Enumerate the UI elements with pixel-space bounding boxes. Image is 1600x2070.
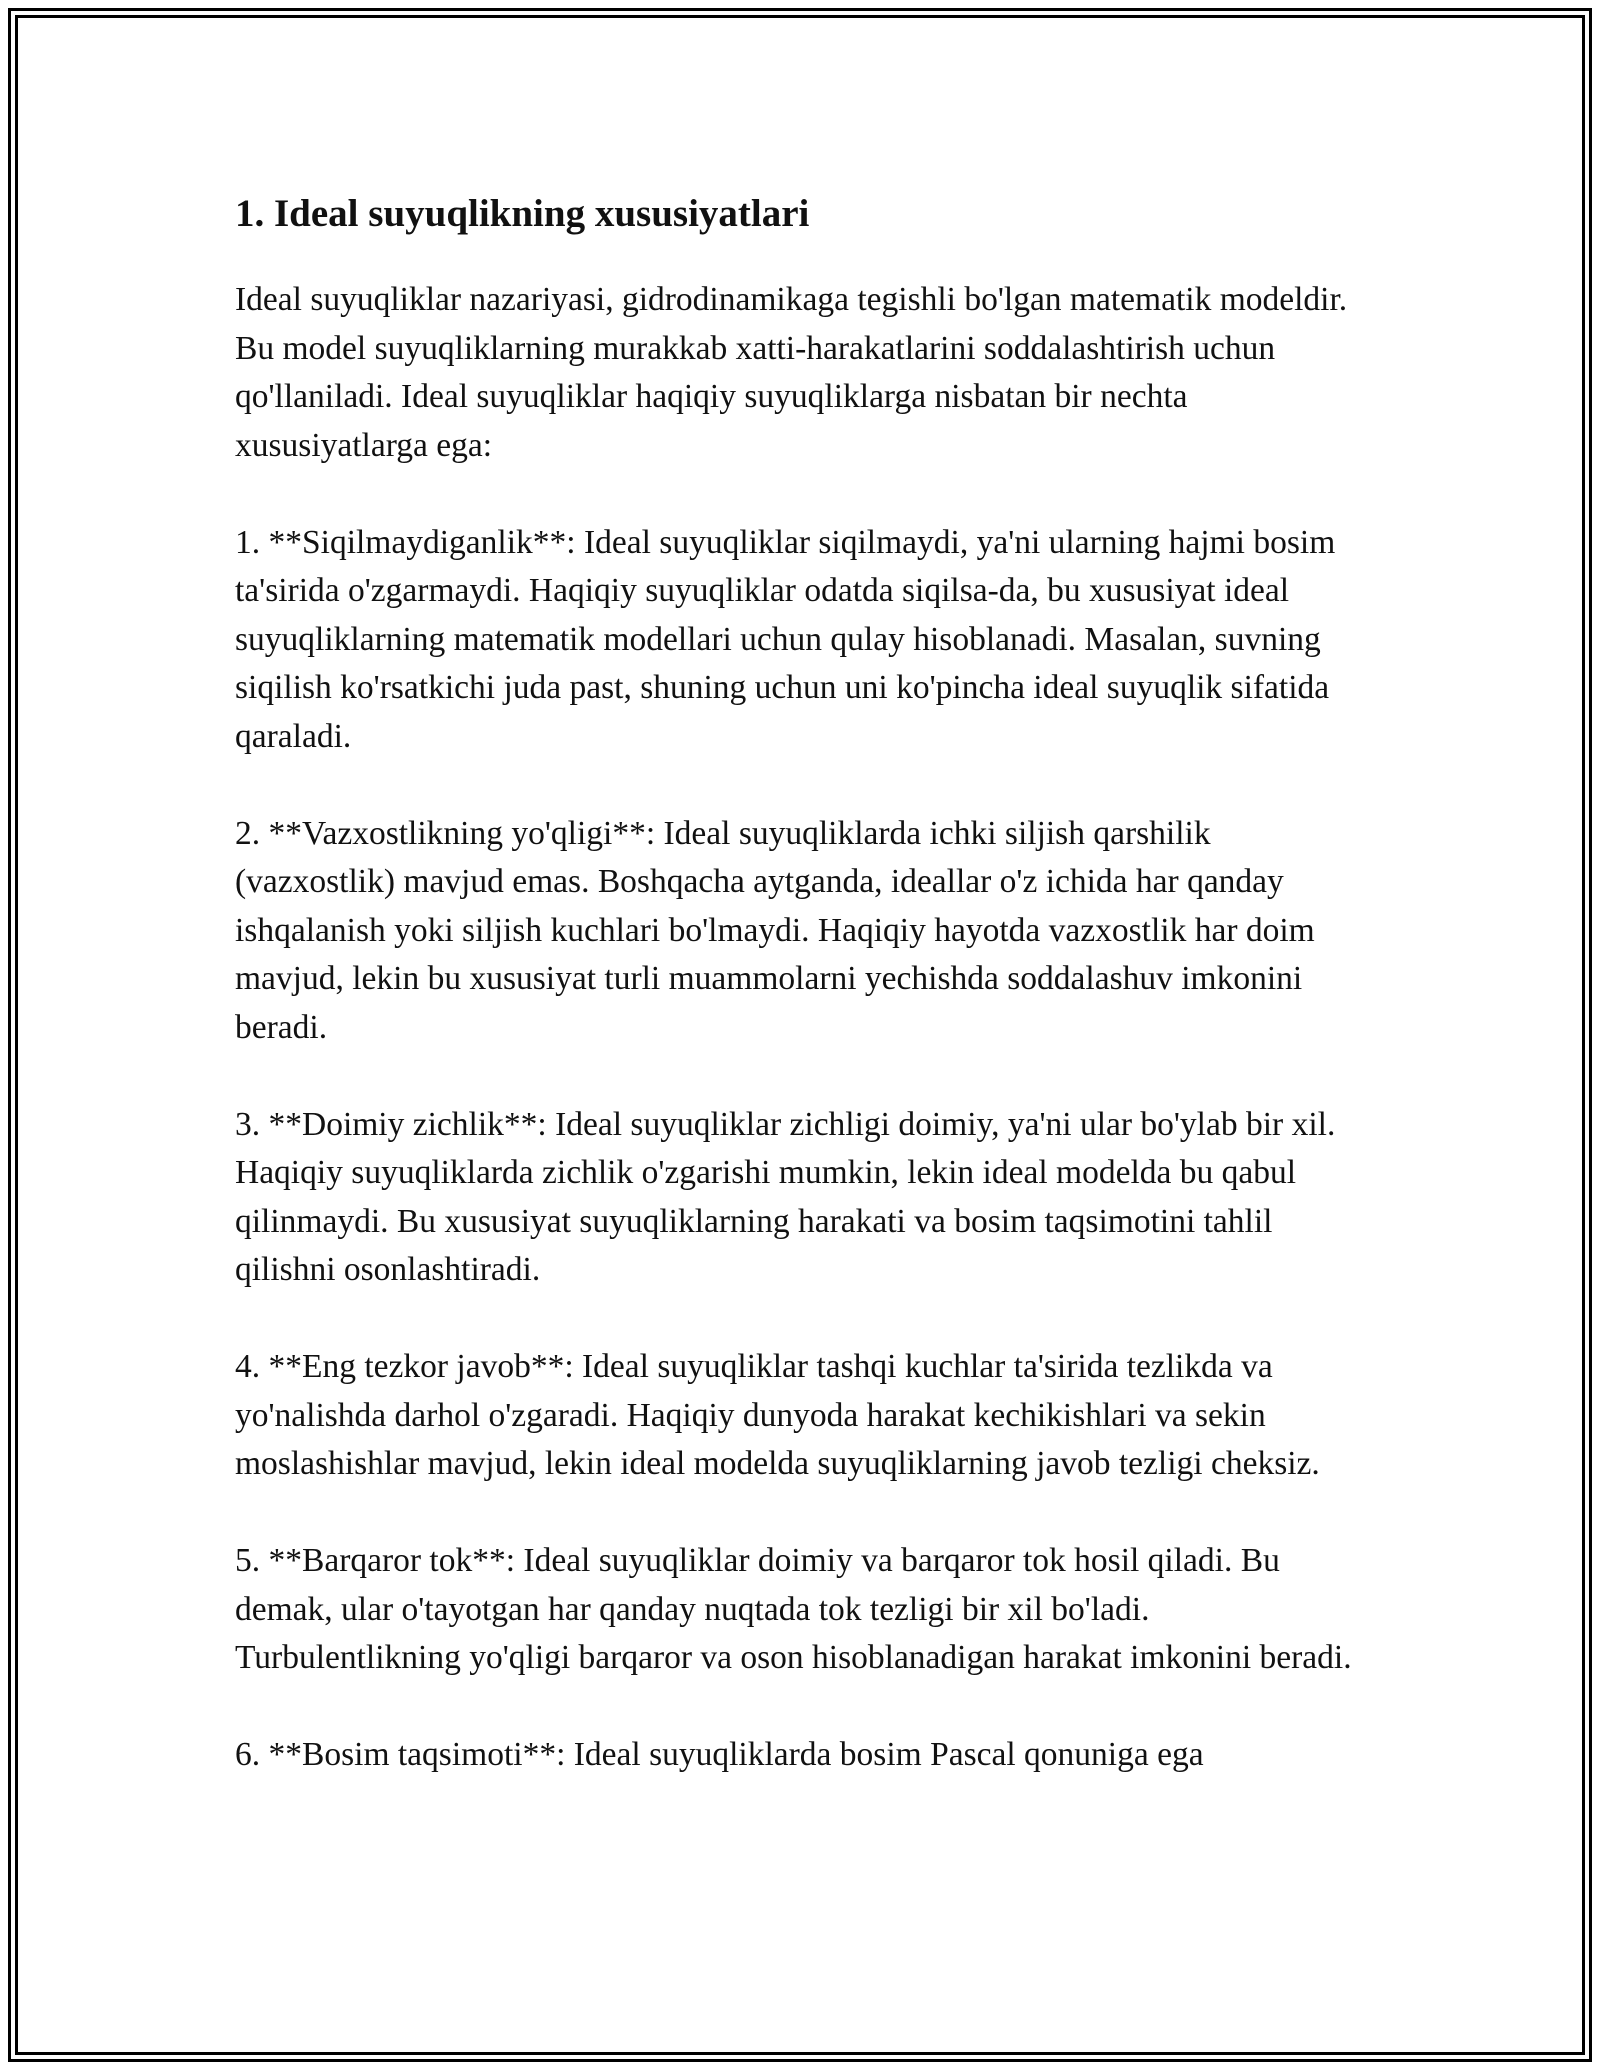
paragraph-incompressibility: 1. **Siqilmaydiganlik**: Ideal suyuqliklar siqilmaydi, ya'ni ularning hajmi bosim ta'sirida o'zgarmaydi. Haqiqiy suyuqliklar odatda siqilsa-da, bu xususiyat ideal suyuqliklarning matematik modellari uchun qulay hisoblanadi. Masalan, suvning siqilish ko'rsatkichi juda past, shuning uchun uni ko'pincha ideal suyuqlik sifatida qaraladi. — [235, 523, 1336, 755]
intro-paragraph: Ideal suyuqliklar nazariyasi, gidrodinamikaga tegishli bo'lgan matematik modeldir. Bu model suyuqliklarning murakkab xatti-harakatlarini soddalashtirish uchun qo'llaniladi. Ideal suyuqliklar haqiqiy suyuqliklarga nisbatan bir nechta xususiyatlarga ega: — [235, 281, 1348, 464]
paragraph-constant-density: 3. **Doimiy zichlik**: Ideal suyuqliklar zichligi doimiy, ya'ni ular bo'ylab bir xil. Haqiqiy suyuqliklarda zichlik o'zgarishi mumkin, lekin ideal modelda bu qabul qilinmaydi. Bu xususiyat suyuqliklarning harakati va bosim taqsimotini tahlil qilishni osonlashtiradi. — [235, 1105, 1336, 1288]
paragraph-no-viscosity: 2. **Vazxostlikning yo'qligi**: Ideal suyuqliklarda ichki siljish qarshilik (vazxostlik) mavjud emas. Boshqacha aytganda, ideallar o'z ichida har qanday ishqalanish yoki siljish kuchlari bo'lmaydi. Haqiqiy hayotda vazxostlik har doim mavjud, lekin bu xususiyat turli muammolarni yechishda soddalashuv imkonini beradi. — [235, 814, 1315, 1046]
section-heading: 1. Ideal suyuqlikning xususiyatlari — [235, 192, 810, 235]
paragraph-steady-flow: 5. **Barqaror tok**: Ideal suyuqliklar doimiy va barqaror tok hosil qiladi. Bu demak, ular o'tayotgan har qanday nuqtada tok tezligi bir xil bo'ladi. Turbulentlikning yo'qligi barqaror va oson hisoblanadigan harakat imkonini beradi. — [235, 1542, 1352, 1676]
paragraph-instant-response: 4. **Eng tezkor javob**: Ideal suyuqliklar tashqi kuchlar ta'sirida tezlikda va yo'nalishda darhol o'zgaradi. Haqiqiy dunyoda harakat kechikishlari va sekin moslashishlar mavjud, lekin ideal modelda suyuqliklarning javob tezligi cheksiz. — [235, 1348, 1320, 1482]
paragraph-pressure-distribution: 6. **Bosim taqsimoti**: Ideal suyuqliklarda bosim Pascal qonuniga ega — [235, 1736, 1204, 1773]
document-body — [235, 186, 1365, 1828]
